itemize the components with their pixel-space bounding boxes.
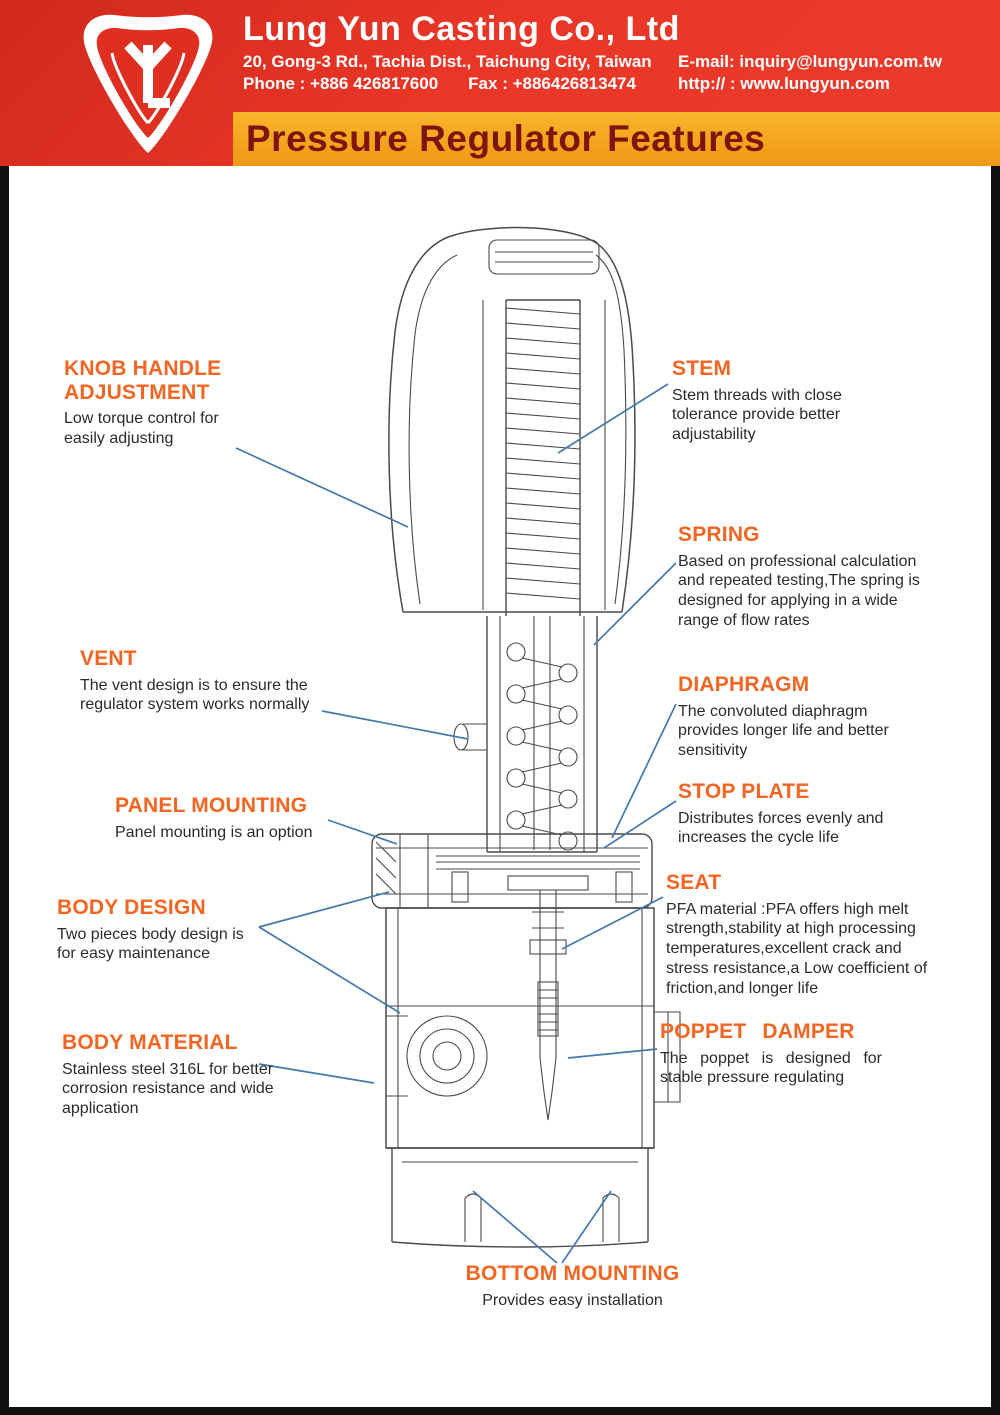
email-address: E-mail: inquiry@lungyun.com.tw bbox=[678, 52, 943, 71]
callout-seat bbox=[666, 871, 948, 999]
leader-panel-mounting bbox=[328, 820, 397, 844]
callout-panel-mounting bbox=[115, 794, 337, 842]
spring-drawing bbox=[507, 643, 577, 850]
callout-vent-desc: The vent design is to ensure the regulator system works normally bbox=[80, 676, 310, 714]
leader-body-design-upper bbox=[259, 892, 389, 927]
callout-bottom-mounting-desc: Provides easy installation bbox=[482, 1291, 663, 1309]
knob-handle-drawing bbox=[389, 228, 635, 612]
callout-diaphragm-desc: The convoluted diaphragm provides longer life and better sensitivity bbox=[678, 702, 889, 760]
callout-stop-plate bbox=[678, 780, 903, 848]
leader-knob bbox=[236, 448, 408, 527]
callout-seat-desc: PFA material :PFA offers high melt strength,stability at high processing temperatures,excellent crack and stress resistance,a Low coefficient of friction,and longer life bbox=[666, 900, 928, 997]
leader-vent bbox=[322, 711, 468, 739]
spring-housing-drawing bbox=[487, 616, 597, 852]
callout-body-material-title: BODY MATERIAL bbox=[62, 1031, 238, 1054]
callout-bottom-mounting bbox=[450, 1262, 695, 1310]
callout-body-design-title: BODY DESIGN bbox=[57, 896, 206, 919]
phone-number: Phone : +886 426817600 bbox=[243, 74, 439, 93]
callout-seat-title: SEAT bbox=[666, 871, 722, 894]
fax-number: Fax : +886426813474 bbox=[468, 74, 636, 93]
callout-stem-desc: Stem threads with close tolerance provide better adjustability bbox=[672, 386, 842, 444]
poppet-seat-drawing bbox=[508, 876, 588, 1120]
leader-spring bbox=[594, 563, 676, 645]
company-address: 20, Gong-3 Rd., Tachia Dist., Taichung City, Taiwan bbox=[243, 52, 652, 71]
callout-knob-handle bbox=[64, 357, 249, 449]
website-url: http:// : www.lungyun.com bbox=[678, 74, 890, 93]
page-title: Pressure Regulator Features bbox=[246, 118, 766, 159]
callout-diaphragm-title: DIAPHRAGM bbox=[678, 673, 810, 696]
panel-mount-flange-drawing bbox=[372, 834, 652, 908]
callout-panel-mounting-title: PANEL MOUNTING bbox=[115, 794, 308, 817]
callout-poppet-damper-desc: The poppet is designed for stable pressure regulating bbox=[660, 1049, 882, 1087]
leader-bottom-mounting-right bbox=[562, 1191, 611, 1263]
callout-poppet-damper bbox=[660, 1020, 882, 1088]
callout-knob-handle-desc: Low torque control for easily adjusting bbox=[64, 410, 219, 447]
leader-body-design-lower bbox=[259, 927, 400, 1013]
callout-bottom-mounting-title: BOTTOM MOUNTING bbox=[465, 1262, 680, 1285]
leader-stop-plate bbox=[604, 801, 676, 848]
stem-drawing bbox=[506, 300, 580, 616]
callout-body-material bbox=[62, 1031, 290, 1119]
callout-vent-title: VENT bbox=[80, 647, 137, 670]
callout-spring bbox=[678, 523, 940, 631]
callout-knob-handle-title: KNOB HANDLE ADJUSTMENT bbox=[64, 357, 222, 404]
callout-spring-desc: Based on professional calculation and repeated testing,The spring is designed for applying in a wide range of flow rates bbox=[678, 552, 920, 629]
callout-poppet-damper-title: POPPET DAMPER bbox=[660, 1020, 855, 1043]
regulator-cross-section bbox=[372, 228, 680, 1247]
company-name: Lung Yun Casting Co., Ltd bbox=[243, 10, 680, 48]
callout-stem bbox=[672, 357, 862, 445]
callout-body-design bbox=[57, 896, 257, 964]
callout-body-design-desc: Two pieces body design is for easy maintenance bbox=[57, 925, 244, 963]
body-drawing bbox=[386, 908, 680, 1148]
leader-diaphragm bbox=[612, 704, 676, 838]
callout-stop-plate-desc: Distributes forces evenly and increases the cycle life bbox=[678, 809, 884, 847]
callout-spring-title: SPRING bbox=[678, 523, 760, 546]
callout-stop-plate-title: STOP PLATE bbox=[678, 780, 810, 803]
leader-poppet-damper bbox=[568, 1049, 657, 1058]
leader-seat bbox=[562, 897, 663, 949]
callout-diaphragm bbox=[678, 673, 913, 761]
callout-vent bbox=[80, 647, 328, 715]
callout-panel-mounting-desc: Panel mounting is an option bbox=[115, 823, 313, 841]
diaphragm-drawing bbox=[436, 856, 640, 902]
callout-stem-title: STEM bbox=[672, 357, 732, 380]
callout-body-material-desc: Stainless steel 316L for better corrosion resistance and wide application bbox=[62, 1060, 274, 1118]
leader-bottom-mounting-left bbox=[473, 1191, 557, 1263]
